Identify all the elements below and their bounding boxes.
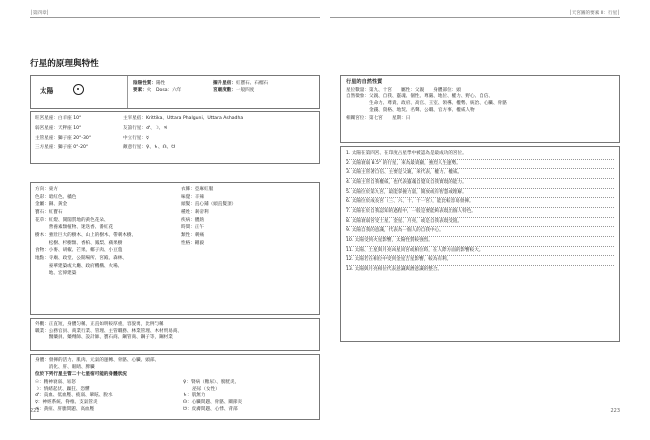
list-item: 9. 太陽自我的意識，代表為一個人的自我中心。 (346, 228, 444, 234)
detail-b: 敵意行星：♀、♄、☊、☋ (123, 145, 176, 151)
field-label: 要素： (133, 87, 147, 93)
attribute-item: 豪華建築或大廳、政府機構、火場、 (35, 263, 123, 269)
appearance-box (30, 318, 320, 351)
divider (127, 76, 128, 108)
appearance-line: 職業：公務官員、商業行業、管理、主管職務、林業管理、木材貿易商、 (35, 328, 183, 334)
body-condition-item: ☋：皮膚問題、心悸、背部 (183, 406, 238, 412)
attribute-item: 味覺：辛辣 (181, 194, 204, 200)
section-heading: 行星的自然性質 (346, 79, 383, 85)
detail-row (35, 134, 315, 144)
header-rule-right (330, 17, 620, 18)
natural-properties-box (340, 75, 620, 143)
attribute-item: 松樹、杉樹類、香柏、鳳梨、蘋果樹 (35, 240, 123, 246)
body-condition-item: ☿：神經系統、脊椎、支氣管炎 (35, 399, 98, 405)
property-line: 生命力、尊貴、政府、高官、王室、領導、權勢、統治、心臟、骨骼 (346, 100, 507, 106)
body-lead: 身體：發揮的活力、肌肉、元氣的運轉、骨骼、心臟、頭部、 (35, 358, 160, 363)
attributes-left-column (35, 187, 175, 279)
field-value: 陽性 (155, 81, 166, 86)
list-item: 1. 太陽在第四宮、在印度占星學中被認為是最成功的宮位。 (346, 151, 467, 156)
field-value: 一般四度 (235, 87, 255, 93)
interpretation-list-box (340, 146, 620, 342)
running-header-left: │第四章│ (30, 11, 50, 16)
list-item: 6. 太陽位於成長宮（三、六、十、十一宮），能比較容易發揮。 (346, 199, 474, 205)
field-value: 紅寶石、石榴石 (235, 81, 269, 86)
attribute-item: 樹木：強壯巨大的樹木、山上的樹木、帶刺木樹、 (35, 232, 137, 238)
property-line: 相關宮位：第七宮 星期：日 (346, 116, 411, 122)
attribute-item: 性格：剛毅 (181, 240, 204, 246)
list-item: 8. 太陽衰弱宮受土星、金星、月亮，或是自我表現受阻。 (346, 218, 463, 224)
attribute-item: 地點：寺廟、政堂、公開場所、宮殿、森林、 (35, 255, 127, 261)
sun-attributes-box (30, 182, 320, 315)
body-condition-item: ♃：黃疸、肝膽問題、高血壓 (35, 406, 95, 412)
body-condition-item: ♄：肌無力 (183, 393, 206, 399)
sun-details-box (30, 111, 320, 164)
list-item: 2. 太陽衰弱 8.5° 的行星，來為最貴顯，強烈人生運勢。 (346, 160, 461, 166)
sun-summary-col-1 (133, 81, 181, 94)
attribute-item: 地、宏偉建築 (35, 271, 77, 277)
property-line: 金錢、資格、地契、名聲、公職、官方事、權威人物 (346, 107, 475, 113)
attributes-right-column (181, 187, 313, 248)
list-item: 12. 太陽若在相位中受到金星吉星影響，較為有利。 (346, 257, 452, 263)
detail-row (35, 115, 315, 125)
detail-b: 友誼行星：♂、☽、♃ (123, 126, 168, 132)
field-label: 陰陽性質： (133, 81, 156, 86)
body-subheading: 位於下列行星主管二十七星宿可能的身體狀況 (35, 372, 127, 378)
attribute-item: 寶石：紅寶石 (35, 209, 63, 215)
field-value: 火 Dosa：六年 (146, 87, 182, 93)
list-item: 4. 太陽主管自我權威，也代表靈魂自覺及自我實現的能力。 (346, 179, 467, 185)
attribute-item: 營養素類植物、迷迭香、番紅花 (35, 225, 114, 231)
attribute-item: 類性：刺痛 (181, 232, 204, 238)
sun-summary-box (30, 75, 320, 109)
sun-summary-col-2 (213, 81, 268, 94)
detail-b: 中立行星：☿ (123, 135, 149, 141)
page-title: 行星的原理與特性 (30, 59, 99, 69)
attribute-item: 色彩：暗紅色、橘色 (35, 194, 77, 200)
list-item: 7. 太陽在於自我認知的過程中，一般是要能夠表現出個人特色。 (346, 208, 476, 214)
list-item: 10. 太陽受到火星影響，太陽性質較強烈。 (346, 237, 433, 243)
list-item: 13. 太陽與月亮相位代表意識與潛意識的整合。 (346, 266, 443, 272)
attribute-item: 時間：正午 (181, 225, 204, 231)
body-condition-left-column (35, 380, 185, 413)
field-label: 擢升星宿： (213, 81, 236, 86)
detail-a: 旺宮星座：白羊座 10° (35, 116, 82, 122)
attribute-item: 種姓：剎帝利 (181, 209, 209, 215)
attribute-item: 食物：小麥、胡椒、芒果、椰子肉、小豆蔻 (35, 248, 123, 254)
list-item: 3. 太陽主管著自信、主要是父親，來代表，權力、權威。 (346, 170, 463, 176)
body-condition-item: 泌尿（女性） (183, 386, 220, 392)
detail-a: 主管星座：獅子座 20°-30° (35, 135, 92, 141)
attribute-item: 衣飾：亞麻紅服 (181, 187, 214, 192)
body-condition-item: ♀：腎病（糖尿）、膀胱炎、 (183, 379, 240, 385)
body-condition-item: ☉：精神衰弱、易怒 (35, 379, 76, 385)
detail-a: 弱宮星座：天秤座 10° (35, 126, 82, 132)
list-item: 5. 太陽位於第九宮，最能掌握力量，開放或有智慧或理解。 (346, 189, 467, 195)
detail-row (35, 144, 315, 154)
detail-b: 主宰星宿：Krittika、Uttara Phalguni、Uttara Ashadha (123, 116, 244, 122)
body-box (30, 354, 320, 420)
planet-name: 太陽 (40, 87, 54, 95)
page-number-right: 223 (610, 408, 620, 414)
body-lead-2: 消化、肝、眼睛、脾臟 (35, 364, 95, 370)
attribute-item: 金屬：銅、黃金 (35, 202, 68, 208)
sun-symbol-icon (73, 84, 84, 95)
appearance-line: 外觀：正直短，身體匀稱，正直如明較厚重，容貌勇，比例勻稱 (35, 322, 164, 327)
header-rule-left (30, 17, 320, 18)
running-header-right: │天宮圖的要素 II：行星│ (568, 11, 620, 16)
attribute-item: 方向：東方 (35, 187, 58, 192)
page-number-left: 222 (30, 408, 40, 414)
attribute-item: 花草：紅燈、開闊質地的黃色花朵、 (35, 217, 109, 223)
body-condition-item: ♂：貧血、低血壓、疲弱、暈眩、脫水 (35, 393, 113, 399)
property-line: 自然徵象：父親、自我、靈魂、個性、尊嚴、地位、權力、野心、自信、 (346, 94, 494, 100)
body-condition-item: ☊：心臟問題、骨骼、關節炎 (183, 399, 243, 405)
property-line: 星位數量：第九、十宮 屬性：父親 身體部位：頭 (346, 87, 461, 93)
body-condition-right-column (183, 380, 323, 413)
attribute-item: 頭髮：直心鋪（頭直髮頂） (181, 202, 237, 208)
list-item: 11. 太陽、土星與月亮凶星同宮或相位時，在人際方面的影響較大。 (346, 247, 484, 253)
body-condition-item: ☽：情緒起伏、躁狂、恐懼 (35, 386, 90, 392)
field-label: 宮廟度數： (213, 87, 236, 93)
detail-a: 三方星座：獅子座 0°-20° (35, 145, 89, 151)
attribute-item: 疾病：體熱 (181, 217, 204, 223)
detail-row (35, 125, 315, 135)
appearance-line: 醫藥員、藥劑師、設計師、寶石商、鋼管商、鋼子等，鋼材業 (35, 335, 173, 341)
